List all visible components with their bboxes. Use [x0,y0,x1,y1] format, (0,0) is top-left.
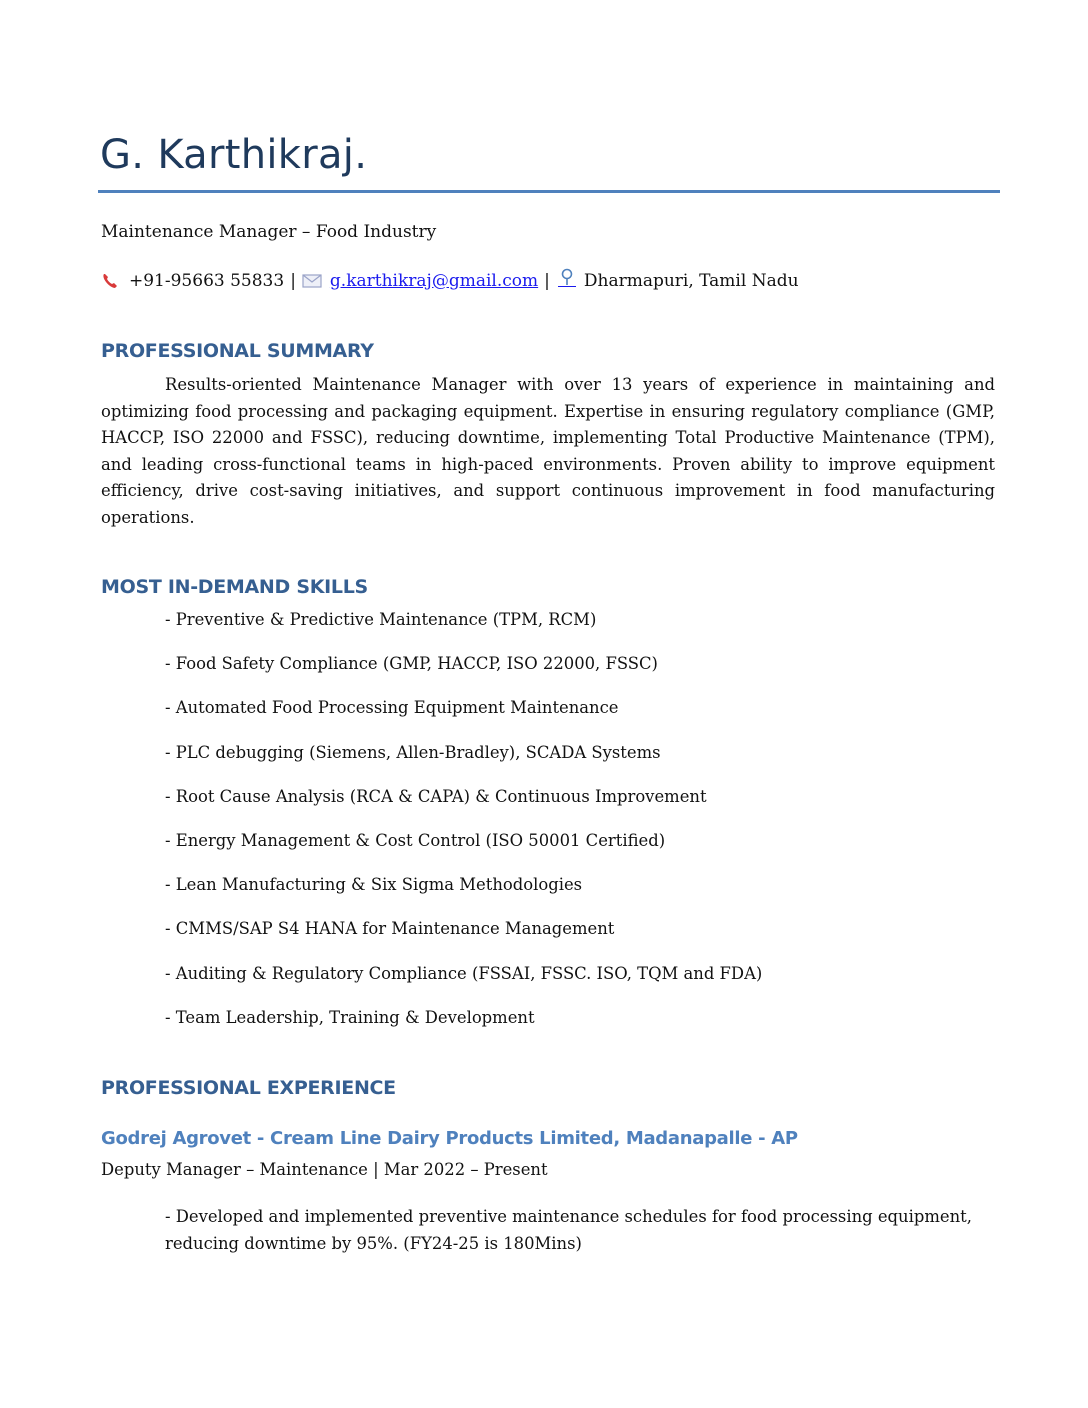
mail-icon [302,274,322,288]
location-link[interactable] [556,268,578,293]
contact-line [101,268,799,293]
list-item: - Team Leadership, Training & Development [165,1007,535,1027]
location-pin-icon [556,268,578,293]
list-item: - Root Cause Analysis (RCA & CAPA) & Continuous Improvement [165,786,707,806]
experience-heading: PROFESSIONAL EXPERIENCE [101,1077,396,1099]
list-item: - Lean Manufacturing & Six Sigma Methodologies [165,875,583,895]
job-title: Maintenance Manager – Food Industry [101,222,437,242]
location-text: Dharmapuri, Tamil Nadu [583,270,799,291]
list-item: - PLC debugging (Siemens, Allen-Bradley), SCADA Systems [165,742,661,762]
list-item: - Energy Management & Cost Control (ISO 50001 Certified) [165,830,666,850]
email-link[interactable]: g.karthikraj@gmail.com [329,270,539,291]
experience-bullet: - Developed and implemented preventive maintenance schedules for food processing equipment, reducing downtime by 95%. (FY24-25 is 180Mins) [165,1207,972,1253]
list-item: - Preventive & Predictive Maintenance (TPM, RCM) [165,610,597,629]
list-item: - CMMS/SAP S4 HANA for Maintenance Management [165,919,615,939]
separator: | [544,270,550,291]
summary-heading: PROFESSIONAL SUMMARY [101,340,374,362]
list-item: - Food Safety Compliance (GMP, HACCP, ISO 22000, FSSC) [165,654,658,674]
candidate-name: G. Karthikraj. [100,132,368,178]
skills-heading: MOST IN-DEMAND SKILLS [101,576,368,598]
header-divider [98,190,1000,193]
phone-number: +91-95663 55833 [129,270,285,291]
phone-icon [101,272,121,290]
skills-list [165,607,762,1049]
role-and-dates: Deputy Manager – Maintenance | Mar 2022 – Present [101,1160,548,1179]
separator: | [290,270,296,291]
list-item: - Automated Food Processing Equipment Maintenance [165,698,619,718]
summary-text: Results-oriented Maintenance Manager with over 13 years of experience in maintaining and optimizing food processing and packaging equipment. Expertise in ensuring regulatory compliance (GMP, HACCP, ISO 22000 and FSSC), reducing downtime, implementing Total Productive Maintenance (TPM), and leading cross-functional teams in high-paced environments. Proven ability to improve equipment efficiency, drive cost-saving initiatives, and support continuous improvement in food manufacturing operations. [101,375,995,527]
company-name: Godrej Agrovet - Cream Line Dairy Products Limited, Madanapalle - AP [101,1128,798,1149]
list-item: - Auditing & Regulatory Compliance (FSSAI, FSSC. ISO, TQM and FDA) [165,963,763,983]
